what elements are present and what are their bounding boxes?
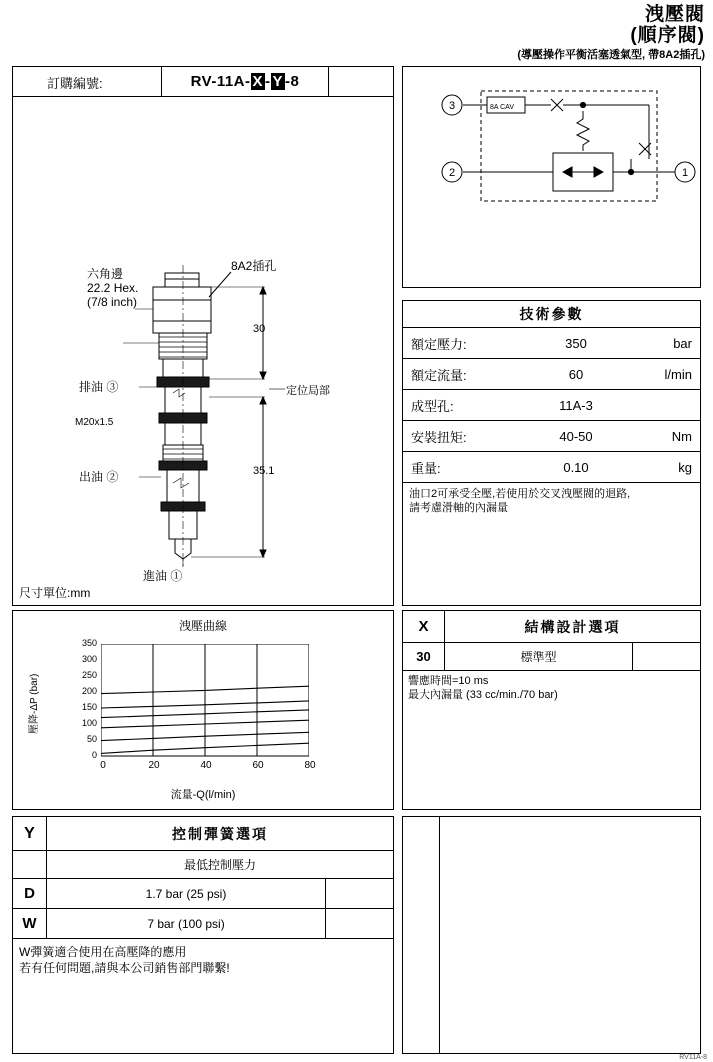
chart-ytick: 250 [81, 670, 97, 680]
x-option-header [403, 611, 700, 643]
chart-ytick: 300 [81, 654, 97, 664]
y-option-note-line1: W彈簧適合使用在高壓降的應用 [19, 945, 187, 959]
dim-351-label: 35.1 [253, 465, 275, 477]
x-option-note-line1: 響應時間=10 ms [408, 675, 489, 687]
y-option-row-d [13, 879, 393, 909]
schematic-port1-number: 1 [681, 167, 689, 179]
spec-row-torque [403, 421, 700, 452]
spec-unit: bar [673, 335, 692, 351]
spec-key: 安裝扭矩: [411, 429, 467, 445]
technical-spec-panel [402, 300, 701, 606]
chart-xtick: 80 [304, 760, 316, 771]
spec-unit: Nm [671, 428, 692, 444]
y-option-row-w [13, 909, 393, 939]
y-option-subtitle: 最低控制壓力 [183, 858, 256, 872]
chart-plot [101, 644, 309, 760]
thread-label: M20x1.5 [75, 417, 114, 428]
cavity-label: 8A2插孔 [231, 259, 277, 273]
order-code-prefix: RV-11A- [190, 73, 251, 90]
port1-label: 進油 ① [143, 569, 183, 583]
spec-key: 額定壓力: [411, 336, 467, 352]
hex-label-line3: (7/8 inch) [87, 295, 138, 309]
pressure-drop-chart-panel [12, 610, 394, 810]
structure-option-panel [402, 610, 701, 810]
hex-label-line1: 六角邊 [87, 267, 124, 281]
y-option-code: Y [13, 817, 47, 850]
y-option-note [13, 939, 393, 981]
x-option-title: 結構設計選項 [524, 618, 621, 635]
order-code [191, 73, 300, 90]
chart-ytick: 100 [81, 718, 97, 728]
x-option-note-line2: 最大內漏量 (33 cc/min./70 bar) [408, 689, 558, 701]
spec-unit: kg [678, 459, 692, 475]
chart-xtick: 20 [148, 760, 160, 771]
y-option-row-desc: 7 bar (100 psi) [147, 916, 225, 931]
y-option-row-desc: 1.7 bar (25 psi) [145, 886, 227, 901]
order-number-label: 訂購編號: [47, 76, 103, 91]
order-code-y: Y [272, 73, 284, 90]
page-subtitle: (導壓操作平衡活塞透氣型, 帶8A2插孔) [517, 49, 705, 61]
order-code-suffix: -8 [285, 73, 300, 90]
chart-xtick: 40 [200, 760, 212, 771]
spec-row-weight [403, 452, 700, 483]
order-code-cell [161, 67, 329, 96]
spec-value: 11A-3 [559, 397, 593, 413]
chart-ytick: 200 [81, 686, 97, 696]
spec-key: 額定流量: [411, 367, 467, 383]
detail-label: 定位局部 [286, 385, 330, 397]
control-spring-option-panel [12, 816, 394, 1054]
port3-label: 排油 ③ [79, 380, 119, 394]
spec-note-line2: 請考慮滑軸的內漏量 [409, 502, 508, 514]
hex-label-line2: 22.2 Hex. [87, 281, 139, 295]
x-option-row [403, 643, 700, 671]
chart-ytick: 0 [91, 750, 97, 760]
x-option-code: X [403, 611, 445, 642]
spec-note-line1: 油口2可承受全壓,若使用於交叉洩壓閥的迴路, [409, 488, 631, 500]
y-option-row-blank [325, 879, 393, 908]
page-header [517, 4, 705, 62]
y-option-header [13, 817, 393, 851]
spec-value: 0.10 [563, 459, 589, 475]
spec-value: 40-50 [559, 428, 593, 444]
y-option-row-blank [325, 909, 393, 938]
valve-drawing-svg [13, 97, 393, 567]
chart-ylabel: 壓降-ΔP (bar) [29, 673, 40, 734]
x-option-note [403, 671, 700, 705]
y-option-sub-blank [13, 851, 47, 878]
blank-panel [402, 816, 701, 1054]
schematic-port2-number: 2 [448, 167, 456, 179]
spec-title: 技術參數 [403, 301, 700, 328]
svg-text:8A CAV: 8A CAV [490, 104, 514, 111]
footer-code: RV11A-8 [679, 1054, 707, 1061]
x-option-row-desc: 標準型 [520, 650, 557, 664]
hydraulic-schematic-panel [402, 66, 701, 288]
spec-row-cavity [403, 390, 700, 421]
dim-30-label: 30 [253, 323, 266, 335]
order-and-drawing-panel [12, 66, 394, 606]
chart-ytick: 350 [81, 638, 97, 648]
port2-label: 出油 ② [79, 470, 119, 484]
order-code-x: X [252, 73, 264, 90]
schematic-svg [403, 67, 700, 287]
order-code-dash: - [265, 73, 271, 90]
order-code-row [13, 67, 393, 97]
chart-ytick: 150 [81, 702, 97, 712]
spec-row-rated-pressure [403, 328, 700, 359]
chart-xlabel: 流量-Q(l/min) [170, 789, 236, 801]
spec-row-rated-flow [403, 359, 700, 390]
chart-xtick: 60 [252, 760, 264, 771]
blank-panel-divider [439, 817, 440, 1053]
spec-value: 60 [568, 366, 584, 382]
y-option-row-code: D [13, 879, 47, 908]
chart-area [13, 634, 393, 801]
y-option-subheader [13, 851, 393, 879]
cartridge-valve-drawing [13, 97, 393, 583]
y-option-row-code: W [13, 909, 47, 938]
y-option-title: 控制彈簧選項 [172, 825, 268, 842]
x-option-row-blank [632, 643, 700, 670]
schematic-port3-number: 3 [448, 100, 456, 112]
page-title-line2: (順序閥) [630, 25, 705, 46]
unit-note: 尺寸單位:mm [19, 586, 91, 600]
chart-xtick: 0 [100, 760, 106, 771]
spec-note [403, 483, 700, 519]
spec-value: 350 [565, 335, 587, 351]
spec-key: 成型孔: [411, 398, 454, 414]
chart-ytick: 50 [86, 734, 97, 744]
page-title-line1: 洩壓閥 [644, 4, 705, 25]
x-option-row-code: 30 [403, 643, 445, 670]
y-option-note-line2: 若有任何問題,請與本公司銷售部門聯繫! [19, 961, 230, 975]
spec-key: 重量: [411, 460, 441, 476]
spec-unit: l/min [664, 366, 692, 382]
chart-title: 洩壓曲線 [178, 619, 227, 633]
